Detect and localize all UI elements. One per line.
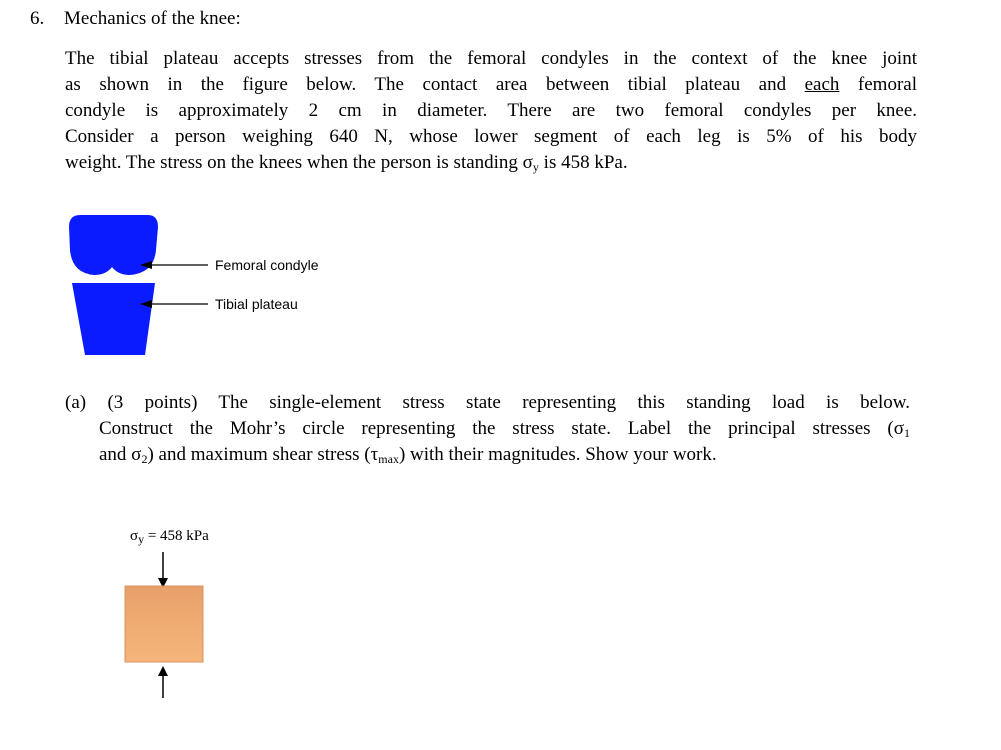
- statement-line-3: condyle is approximately 2 cm in diameter. There are two femoral condyles per knee.: [65, 100, 917, 121]
- part-a-label: (a): [65, 392, 87, 413]
- problem-statement: [65, 46, 917, 176]
- knee-figure: [60, 205, 360, 365]
- stress-element-box: [125, 586, 203, 662]
- part-a: [65, 390, 910, 468]
- tibial-plateau-shape: [72, 283, 155, 355]
- part-a-line-2: Construct the Mohr’s circle representing the stress state. Label the principal stresses ($\sigma_1$: [99, 418, 910, 440]
- stress-label: $\sigma_y = 458$ kPa: [130, 528, 209, 546]
- part-a-line-1: (a) (3 points) The single-element stress state representing this standing load is below.: [65, 392, 911, 413]
- statement-line-1: The tibial plateau accepts stresses from the femoral condyles in the context of the knee joint: [65, 48, 917, 69]
- statement-line-2: as shown in the figure below. The contact area between tibial plateau and each femoral: [65, 74, 918, 95]
- underlined-each: each: [804, 74, 840, 95]
- tibial-plateau-label: Tibial plateau: [215, 296, 298, 312]
- femoral-condyle-label: Femoral condyle: [215, 257, 319, 273]
- stress-element-figure: [115, 550, 215, 700]
- statement-line-4: Consider a person weighing 640 N, whose lower segment of each leg is 5% of his body: [65, 126, 917, 147]
- question-number: 6.: [30, 8, 45, 29]
- statement-line-5: weight. The stress on the knees when the person is standing $\sigma_y$ is 458 kPa.: [65, 152, 628, 174]
- bottom-arrowhead: [158, 666, 168, 676]
- part-a-line-3: and $\sigma_2$) and maximum shear stress $(\tau_{max})$ with their magnitudes. Show your work.: [99, 444, 717, 466]
- question-heading: [30, 8, 241, 30]
- question-title: Mechanics of the knee:: [64, 8, 241, 29]
